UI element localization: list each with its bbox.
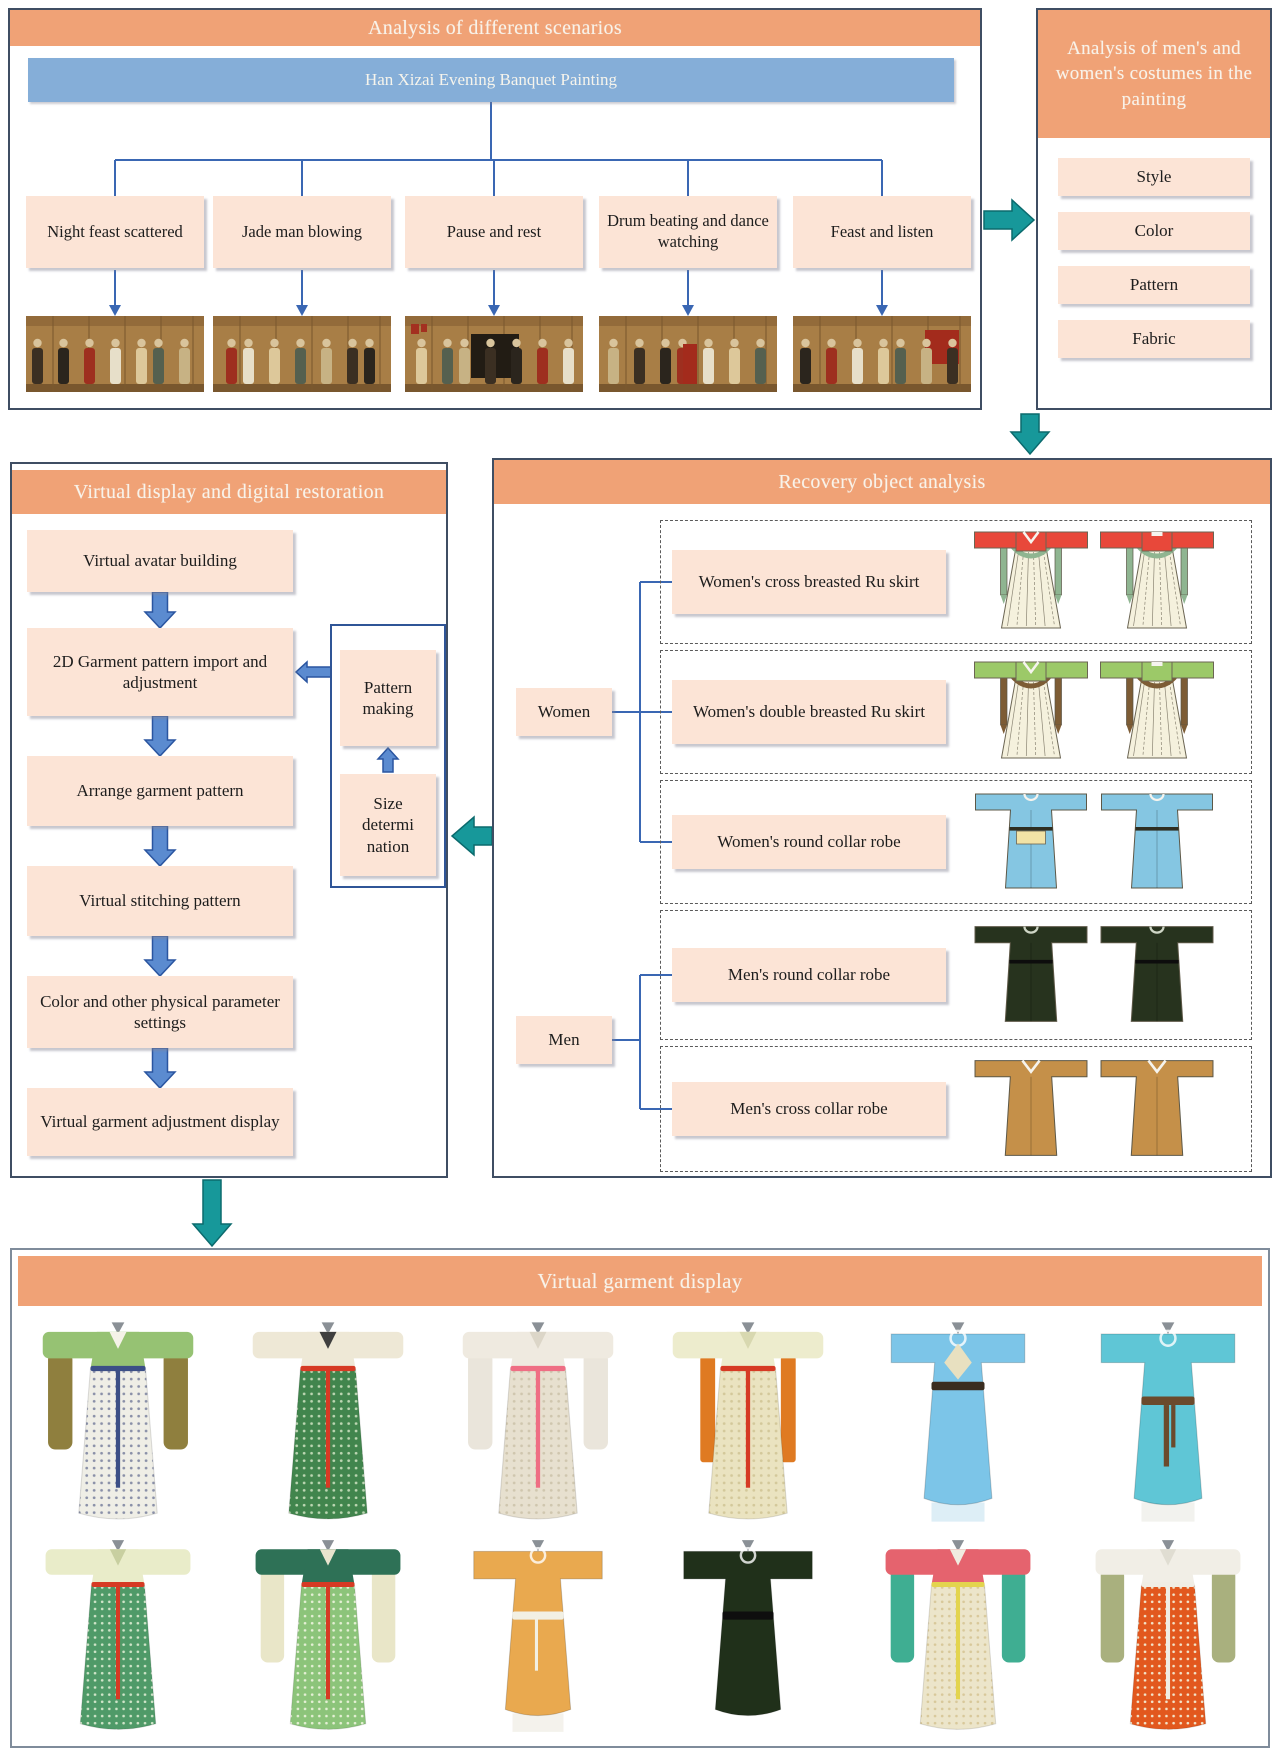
recovery-item-box: Men's cross collar robe xyxy=(672,1082,946,1136)
costume-aspect-box: Color xyxy=(1058,212,1250,250)
scenario-box: Feast and listen xyxy=(793,196,971,268)
robe-light-blue-dark-belt xyxy=(858,1316,1058,1528)
recovery-item-box: Women's double breasted Ru skirt xyxy=(672,680,946,744)
garment-display-title: Virtual garment display xyxy=(18,1256,1262,1306)
process-step-box: Color and other physical parameter settings xyxy=(27,976,293,1048)
recovery-item-box: Women's cross breasted Ru skirt xyxy=(672,550,946,614)
costume-aspect-box: Pattern xyxy=(1058,266,1250,304)
garment-back-illustration xyxy=(1098,915,1216,1033)
group-box-men: Men xyxy=(516,1016,612,1064)
process-step-box: 2D Garment pattern import and adjustment xyxy=(27,628,293,716)
scenario-box: Night feast scattered xyxy=(26,196,204,268)
robe-dark-green xyxy=(648,1534,848,1738)
group-box-women: Women xyxy=(516,688,612,736)
scenario-box: Drum beating and dance watching xyxy=(599,196,777,268)
robe-cyan-brown-belt xyxy=(1068,1316,1268,1528)
ruqun-pink-teal-sleeves xyxy=(858,1534,1058,1738)
ruqun-cream-orange-drapes xyxy=(648,1316,848,1528)
garment-back-illustration xyxy=(1098,655,1216,767)
virtual-panel-title: Virtual display and digital restoration xyxy=(12,470,446,514)
painting-segment xyxy=(213,316,391,392)
side-step-box: Pattern making xyxy=(340,650,436,746)
scenario-box: Pause and rest xyxy=(405,196,583,268)
garment-front-illustration xyxy=(972,1051,1090,1165)
recovery-item-box: Men's round collar robe xyxy=(672,948,946,1002)
process-step-box: Arrange garment pattern xyxy=(27,756,293,826)
process-step-box: Virtual avatar building xyxy=(27,530,293,592)
robe-orange-tan-white-tie xyxy=(438,1534,638,1738)
costume-panel-title: Analysis of men's and women's costumes in the painting xyxy=(1038,10,1270,138)
ruqun-white-top-orange-skirt xyxy=(1068,1534,1268,1738)
painting-segment xyxy=(599,316,777,392)
painting-segment xyxy=(793,316,971,392)
garment-front-illustration xyxy=(972,655,1090,767)
scenario-panel-title: Analysis of different scenarios xyxy=(10,10,980,46)
recovery-item-box: Women's round collar robe xyxy=(672,815,946,869)
costume-aspect-box: Style xyxy=(1058,158,1250,196)
process-step-box: Virtual stitching pattern xyxy=(27,866,293,936)
painting-segment xyxy=(405,316,583,392)
side-step-box: Size determi nation xyxy=(340,774,436,876)
ruqun-green-olive-sleeves xyxy=(18,1316,218,1528)
garment-front-illustration xyxy=(972,915,1090,1033)
process-step-box: Virtual garment adjustment display xyxy=(27,1088,293,1156)
ruqun-cream-top-green-skirt xyxy=(228,1316,428,1528)
costume-aspect-box: Fabric xyxy=(1058,320,1250,358)
ruqun-all-white xyxy=(438,1316,638,1528)
garment-back-illustration xyxy=(1098,1051,1216,1165)
recovery-panel-title: Recovery object analysis xyxy=(494,460,1270,504)
garment-back-illustration xyxy=(1098,525,1216,637)
garment-front-illustration xyxy=(972,525,1090,637)
scenario-box: Jade man blowing xyxy=(213,196,391,268)
ruqun-darkgreen-top-lightgreen-skirt xyxy=(228,1534,428,1738)
painting-segment xyxy=(26,316,204,392)
garment-back-illustration xyxy=(1098,785,1216,897)
painting-title-bar: Han Xizai Evening Banquet Painting xyxy=(28,58,954,102)
ruqun-pale-green-check-skirt xyxy=(18,1534,218,1738)
garment-front-illustration xyxy=(972,785,1090,897)
